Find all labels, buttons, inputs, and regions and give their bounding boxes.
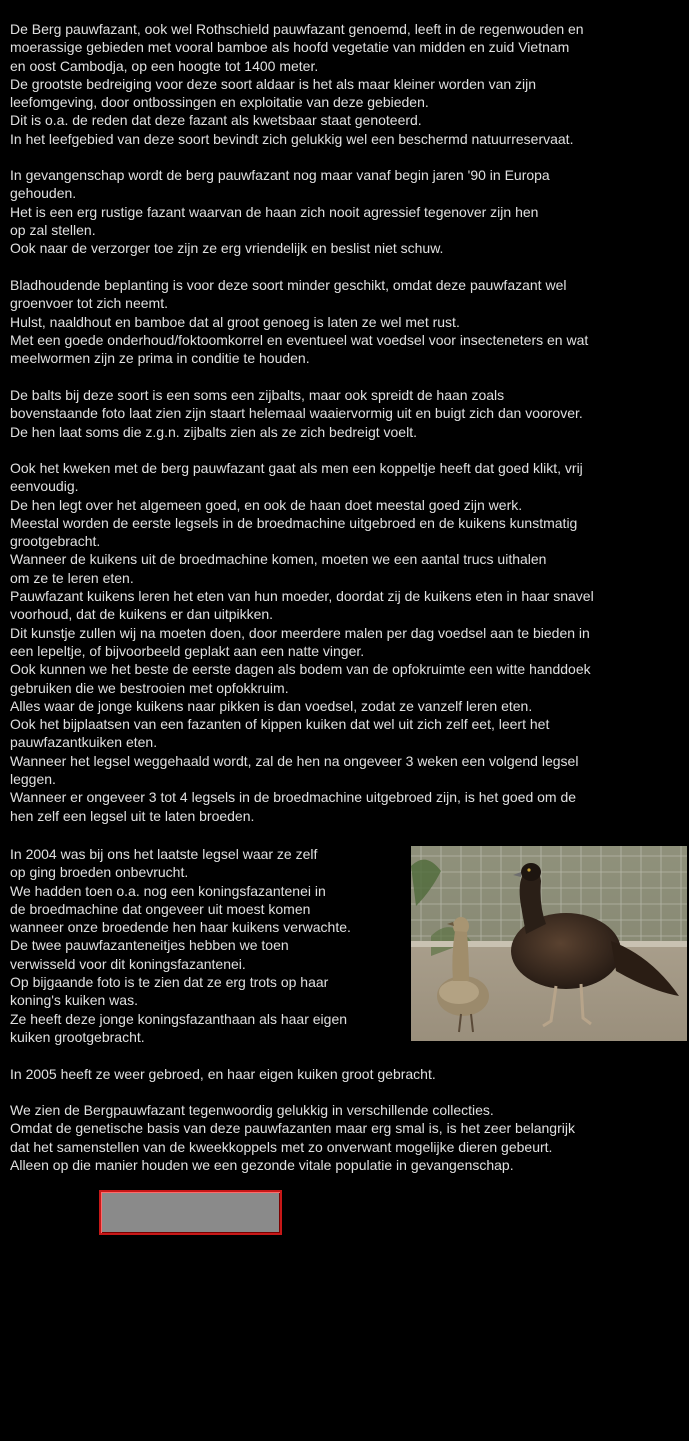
text-line: De hen legt over het algemeen goed, en ook de haan doet meestal goed zijn werk. — [10, 496, 523, 513]
text-line: In 2005 heeft ze weer gebroed, en haar eigen kuiken groot gebracht. — [10, 1066, 436, 1082]
text-line: leefomgeving, door ontbossingen en exploitatie van deze gebieden. — [10, 94, 429, 111]
paragraph-breeding — [10, 459, 686, 825]
text-line: leggen. — [10, 771, 56, 788]
paragraph-intro — [10, 20, 686, 148]
text-line: Het is een erg rustige fazant waarvan de haan zich nooit agressief tegenover zijn hen — [10, 203, 539, 220]
text-line: hen zelf een legsel uit te laten broeden. — [10, 807, 255, 824]
text-line: verwisseld voor dit koningsfazantenei. — [10, 955, 246, 972]
text-line: Dit is o.a. de reden dat deze fazant als kwetsbaar staat genoteerd. — [10, 112, 422, 129]
text-line: op zal stellen. — [10, 221, 96, 238]
text-line: een lepeltje, of bijvoorbeeld geplakt aan een natte vinger. — [10, 642, 365, 659]
text-line: meelwormen zijn ze prima in conditie te houden. — [10, 350, 310, 367]
text-line: de broedmachine dat ongeveer uit moest komen — [10, 900, 311, 917]
text-line: kuiken grootgebracht. — [10, 1028, 145, 1045]
text-line: eenvoudig. — [10, 478, 79, 495]
nav-button[interactable] — [99, 1190, 282, 1235]
text-line: om ze te leren eten. — [10, 569, 134, 586]
text-line: De Berg pauwfazant, ook wel Rothschield pauwfazant genoemd, leeft in de regenwouden en — [10, 21, 584, 37]
text-line: grootgebracht. — [10, 533, 101, 550]
text-line: Omdat de genetische basis van deze pauwfazanten maar erg smal is, is het zeer belangrijk — [10, 1120, 575, 1137]
text-line: gehouden. — [10, 185, 77, 202]
text-line: Alleen op die manier houden we een gezonde vitale populatie in gevangenschap. — [10, 1156, 514, 1173]
text-line: Meestal worden de eerste legsels in de broedmachine uitgebroed en de kuikens kunstmatig — [10, 514, 578, 531]
text-line: gebruiken die we bestrooien met opfokkruim. — [10, 679, 289, 696]
text-line: koning's kuiken was. — [10, 992, 138, 1009]
paragraph-collections — [10, 1101, 686, 1174]
text-line: bovenstaande foto laat zien zijn staart helemaal waaiervormig uit en buigt zich dan voorover. — [10, 405, 583, 422]
text-line: Ze heeft deze jonge koningsfazanthaan als haar eigen — [10, 1010, 348, 1027]
text-line: wanneer onze broedende hen haar kuikens verwachte. — [10, 919, 351, 936]
text-line: In het leefgebied van deze soort bevindt zich gelukkig wel een beschermd natuurreservaat. — [10, 130, 574, 147]
text-line: De balts bij deze soort is een soms een zijbalts, maar ook spreidt de haan zoals — [10, 387, 505, 403]
text-line: Met een goede onderhoud/foktoomkorrel en eventueel wat voedsel voor insecteneters en wat — [10, 331, 589, 348]
paragraph-courtship — [10, 386, 686, 441]
text-line: Alles waar de jonge kuikens naar pikken is dan voedsel, zodat ze vanzelf leren eten. — [10, 697, 533, 714]
text-line: Ook het bijplaatsen van een fazanten of kippen kuiken dat wel uit zich zelf eet, leert het — [10, 716, 550, 733]
text-line: In 2004 was bij ons het laatste legsel waar ze zelf — [10, 846, 318, 862]
paragraph-planting — [10, 276, 686, 367]
text-line: De grootste bedreiging voor deze soort aldaar is het als maar kleiner worden van zijn — [10, 75, 537, 92]
text-line: Ook kunnen we het beste de eerste dagen als bodem van de opfokruimte een witte handdoek — [10, 661, 591, 678]
text-line: We zien de Bergpauwfazant tegenwoordig gelukkig in verschillende collecties. — [10, 1102, 494, 1118]
text-line: Bladhoudende beplanting is voor deze soort minder geschikt, omdat deze pauwfazant wel — [10, 277, 567, 293]
text-line: dat het samenstellen van de kweekkoppels met zo onverwant mogelijke dieren gebeurt. — [10, 1138, 553, 1155]
paragraph-2005 — [10, 1065, 686, 1083]
text-line: Wanneer er ongeveer 3 tot 4 legsels in de broedmachine uitgebroed zijn, is het goed om de — [10, 789, 577, 806]
text-line: Ook het kweken met de berg pauwfazant gaat als men een koppeltje heeft dat goed klikt, vrij — [10, 460, 583, 476]
text-line: groenvoer tot zich neemt. — [10, 295, 168, 312]
text-line: We hadden toen o.a. nog een koningsfazantenei in — [10, 882, 326, 899]
text-line: Pauwfazant kuikens leren het eten van hun moeder, doordat zij de kuikens eten in haar snavel — [10, 588, 594, 605]
text-line: Ook naar de verzorger toe zijn ze erg vriendelijk en beslist niet schuw. — [10, 240, 444, 257]
text-line: voorhoud, dat de kuikens er dan uitpikken. — [10, 606, 274, 623]
text-line: moerassige gebieden met vooral bamboe als hoofd vegetatie van midden en zuid Vietnam — [10, 39, 570, 56]
pheasant-photo — [411, 846, 687, 1041]
text-line: Dit kunstje zullen wij na moeten doen, door meerdere malen per dag voedsel aan te bieden in — [10, 624, 590, 641]
paragraph-captivity — [10, 166, 686, 257]
text-line: op ging broeden onbevrucht. — [10, 864, 189, 881]
text-line: De twee pauwfazanteneitjes hebben we toen — [10, 937, 289, 954]
text-line: pauwfazantkuiken eten. — [10, 734, 158, 751]
text-line: De hen laat soms die z.g.n. zijbalts zien als ze zich bedreigt voelt. — [10, 423, 417, 440]
text-line: Wanneer het legsel weggehaald wordt, zal de hen na ongeveer 3 weken een volgend legsel — [10, 752, 579, 769]
text-line: Op bijgaande foto is te zien dat ze erg trots op haar — [10, 974, 329, 991]
text-line: Hulst, naaldhout en bamboe dat al groot genoeg is laten ze wel met rust. — [10, 313, 460, 330]
text-line: en oost Cambodja, op een hoogte tot 1400 meter. — [10, 57, 319, 74]
pheasant-photo-illustration — [411, 846, 687, 1041]
text-line: In gevangenschap wordt de berg pauwfazant nog maar vanaf begin jaren '90 in Europa — [10, 167, 550, 183]
text-line: Wanneer de kuikens uit de broedmachine komen, moeten we een aantal trucs uithalen — [10, 551, 547, 568]
